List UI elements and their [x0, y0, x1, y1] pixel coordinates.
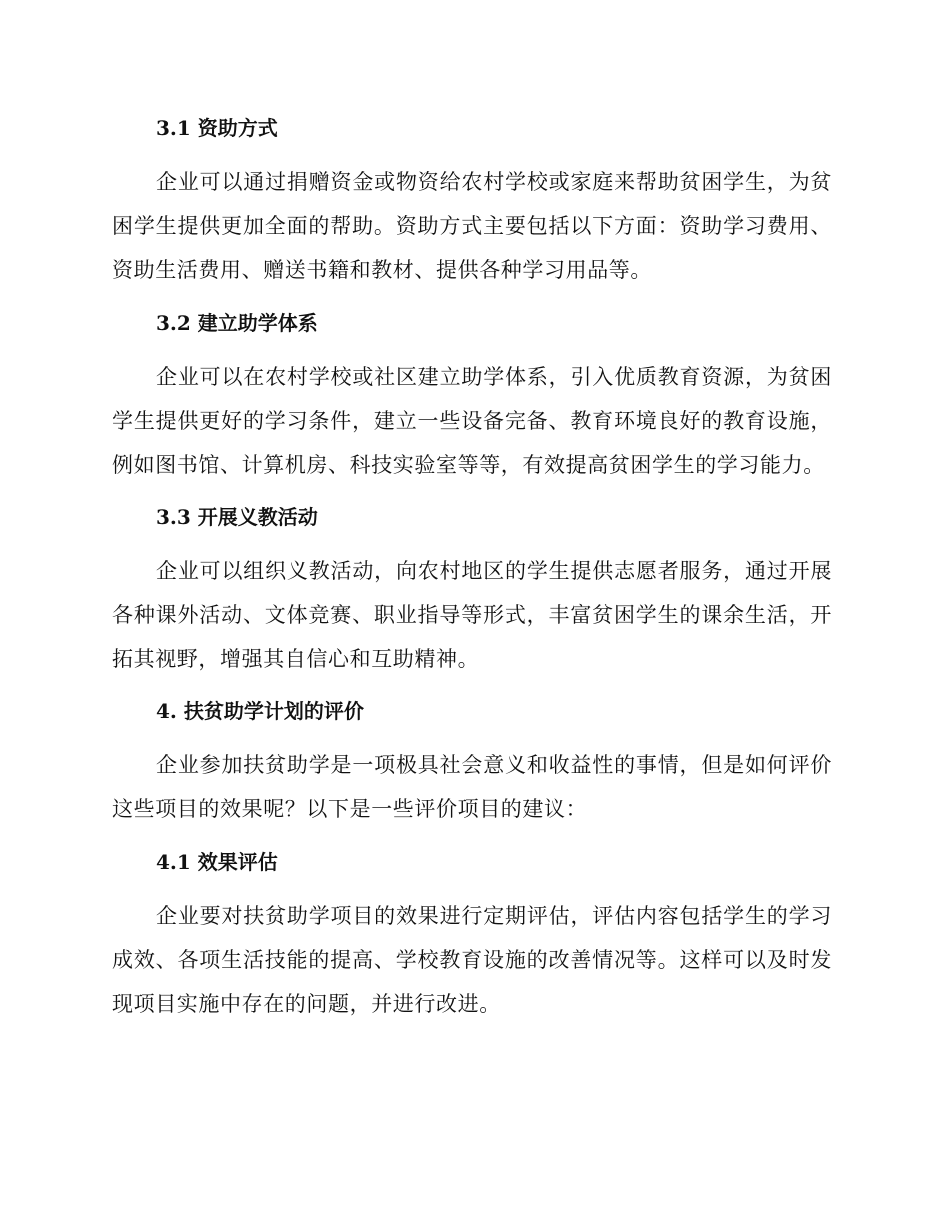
section-heading: 3.2 建立助学体系	[156, 311, 318, 335]
section-heading: 3.1 资助方式	[156, 116, 278, 140]
section-paragraph: 企业可以组织义教活动，向农村地区的学生提供志愿者服务，通过开展各种课外活动、文体竞赛、职业指导等形式，丰富贫困学生的课余生活，开拓其视野，增强其自信心和互助精神。	[112, 559, 832, 671]
section-paragraph: 企业参加扶贫助学是一项极具社会意义和收益性的事情，但是如何评价这些项目的效果呢？以下是一些评价项目的建议：	[112, 753, 832, 821]
section-paragraph: 企业可以在农村学校或社区建立助学体系，引入优质教育资源，为贫困学生提供更好的学习条件，建立一些设备完备、教育环境良好的教育设施，例如图书馆、计算机房、科技实验室等等，有效提高贫困学生的学习能力。	[112, 365, 832, 477]
section-heading: 4.1 效果评估	[156, 850, 278, 874]
section-paragraph: 企业要对扶贫助学项目的效果进行定期评估，评估内容包括学生的学习成效、各项生活技能的提高、学校教育设施的改善情况等。这样可以及时发现项目实施中存在的问题，并进行改进。	[112, 904, 832, 1016]
section-paragraph: 企业可以通过捐赠资金或物资给农村学校或家庭来帮助贫困学生，为贫困学生提供更加全面的帮助。资助方式主要包括以下方面：资助学习费用、资助生活费用、赠送书籍和教材、提供各种学习用品等。	[112, 170, 832, 282]
section-heading: 3.3 开展义教活动	[156, 505, 318, 529]
section-heading: 4. 扶贫助学计划的评价	[156, 699, 364, 723]
